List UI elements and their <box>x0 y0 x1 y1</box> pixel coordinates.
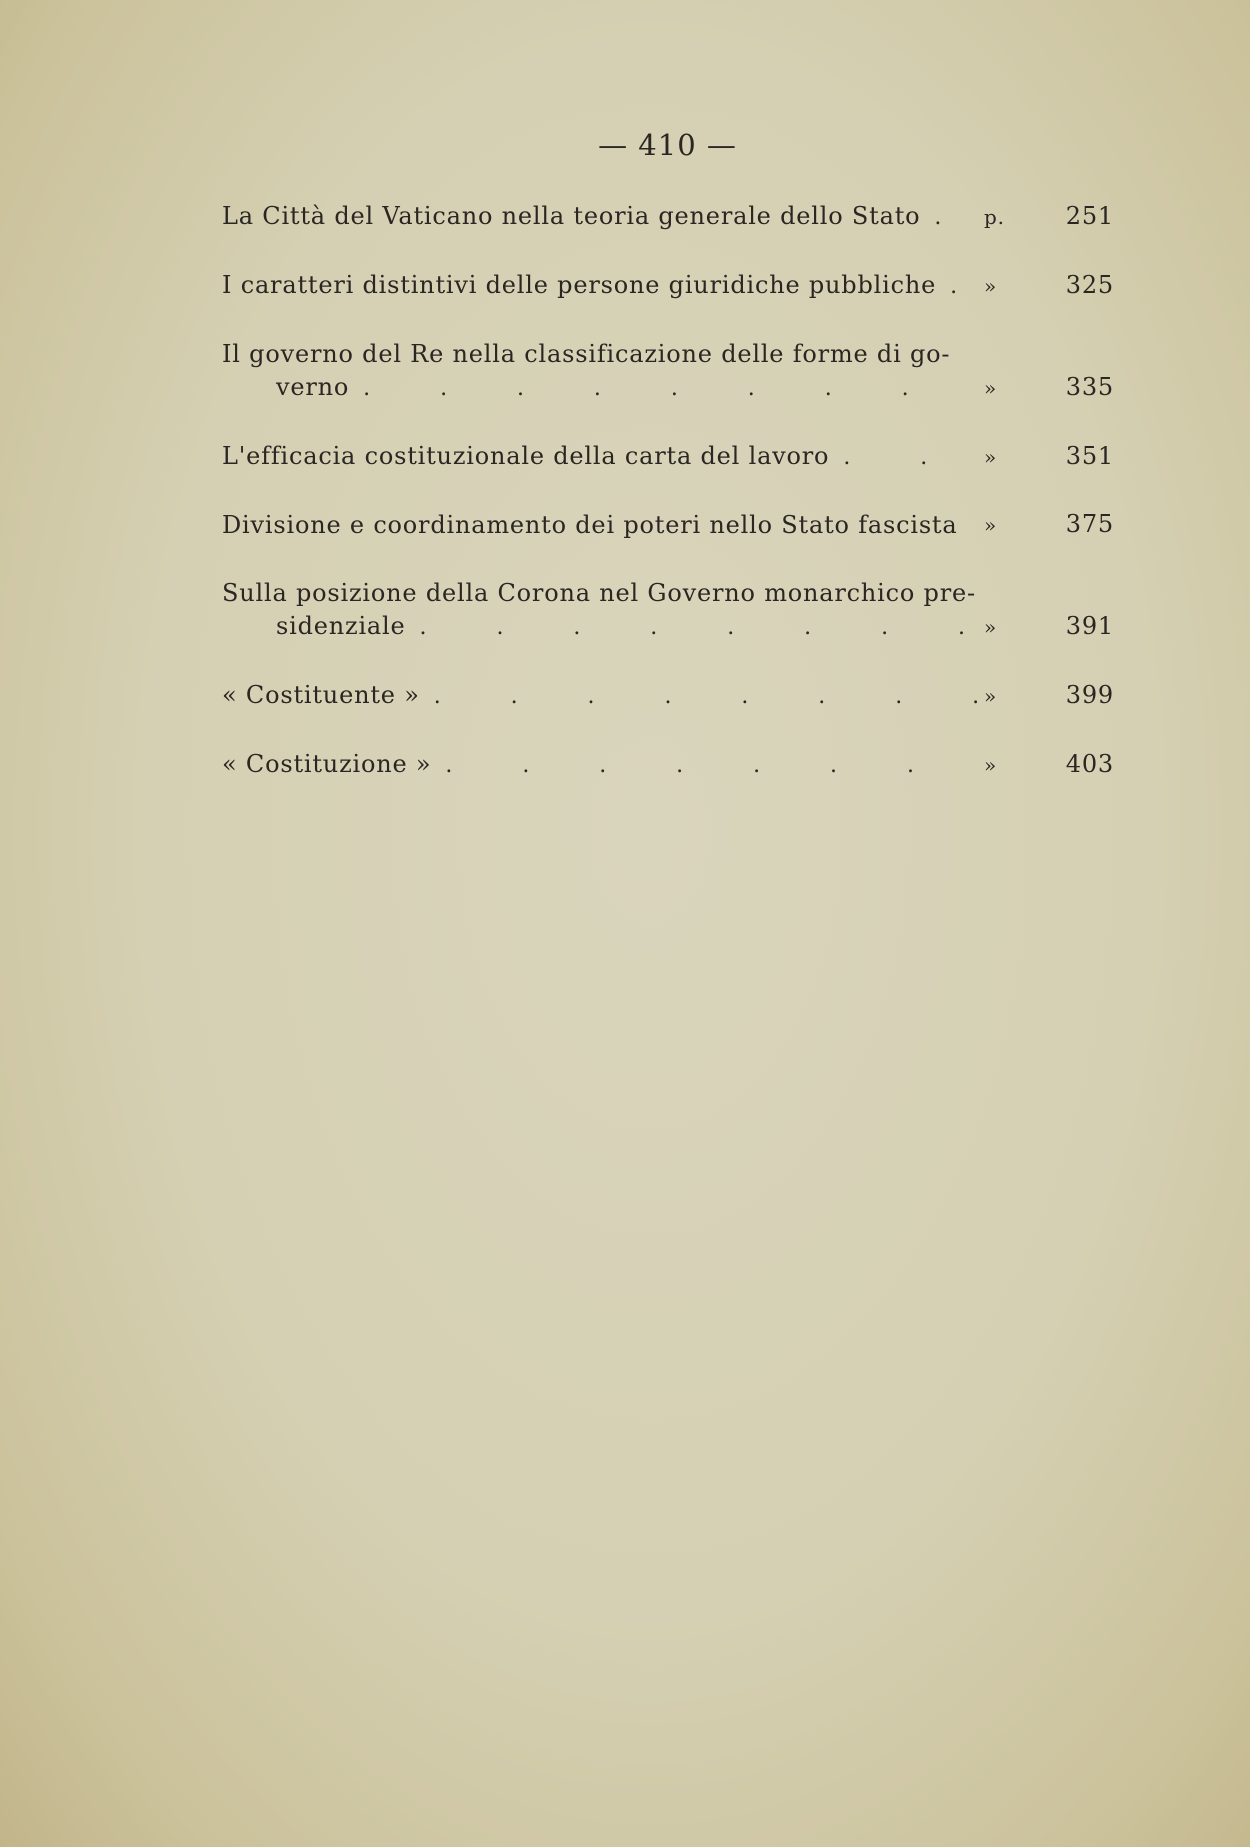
toc-entry-title-continuation: sidenziale <box>276 612 406 640</box>
toc-entry-title: L'efficacia costituzionale della carta del lavoro <box>222 442 830 470</box>
toc-entry-title: Sulla posizione della Corona nel Governo monarchico pre- <box>222 579 976 607</box>
page-reference: 399 <box>1065 681 1114 709</box>
page-marker: » <box>984 376 998 400</box>
dot-leader <box>829 440 977 474</box>
toc-entry <box>222 679 1114 713</box>
toc-entry-title-continuation: verno <box>276 373 350 401</box>
toc-entry <box>222 748 1114 782</box>
page-reference: 375 <box>1065 510 1114 538</box>
page-number: — 410 — <box>598 128 737 162</box>
dot-leader <box>431 748 977 782</box>
page-reference: 351 <box>1065 442 1114 470</box>
toc-entry <box>222 509 1114 542</box>
page-marker: » <box>984 445 998 469</box>
page-marker: » <box>984 615 998 639</box>
toc-entry <box>222 338 1114 405</box>
page-marker: » <box>984 513 998 537</box>
page-reference: 251 <box>1065 202 1114 230</box>
toc-entry <box>222 577 1114 644</box>
page-reference: 335 <box>1065 373 1114 401</box>
dot-leader <box>406 610 977 644</box>
toc-entry-title: Divisione e coordinamento dei poteri nello Stato fascista <box>222 511 958 539</box>
toc-entry <box>222 269 1114 303</box>
toc-entry-title: « Costituente » <box>222 681 420 709</box>
page-marker: » <box>984 753 998 777</box>
page-marker: » <box>984 274 998 298</box>
dot-leader <box>920 200 977 234</box>
page-reference: 403 <box>1065 750 1114 778</box>
dot-leader <box>936 269 977 303</box>
table-of-contents <box>222 200 1114 782</box>
toc-entry <box>222 440 1114 474</box>
toc-entry-title: « Costituzione » <box>222 750 432 778</box>
toc-entry <box>222 200 1114 234</box>
page-reference: 325 <box>1065 271 1114 299</box>
page-marker: » <box>984 684 998 708</box>
dot-leader <box>349 371 977 405</box>
page-marker: p. <box>984 205 1005 229</box>
toc-entry-title: La Città del Vaticano nella teoria generale dello Stato <box>222 202 921 230</box>
dot-leader <box>420 679 977 713</box>
toc-entry-title: I caratteri distintivi delle persone giuridiche pubbliche <box>222 271 937 299</box>
page-reference: 391 <box>1065 612 1114 640</box>
toc-entry-title: Il governo del Re nella classificazione delle forme di go- <box>222 340 951 368</box>
